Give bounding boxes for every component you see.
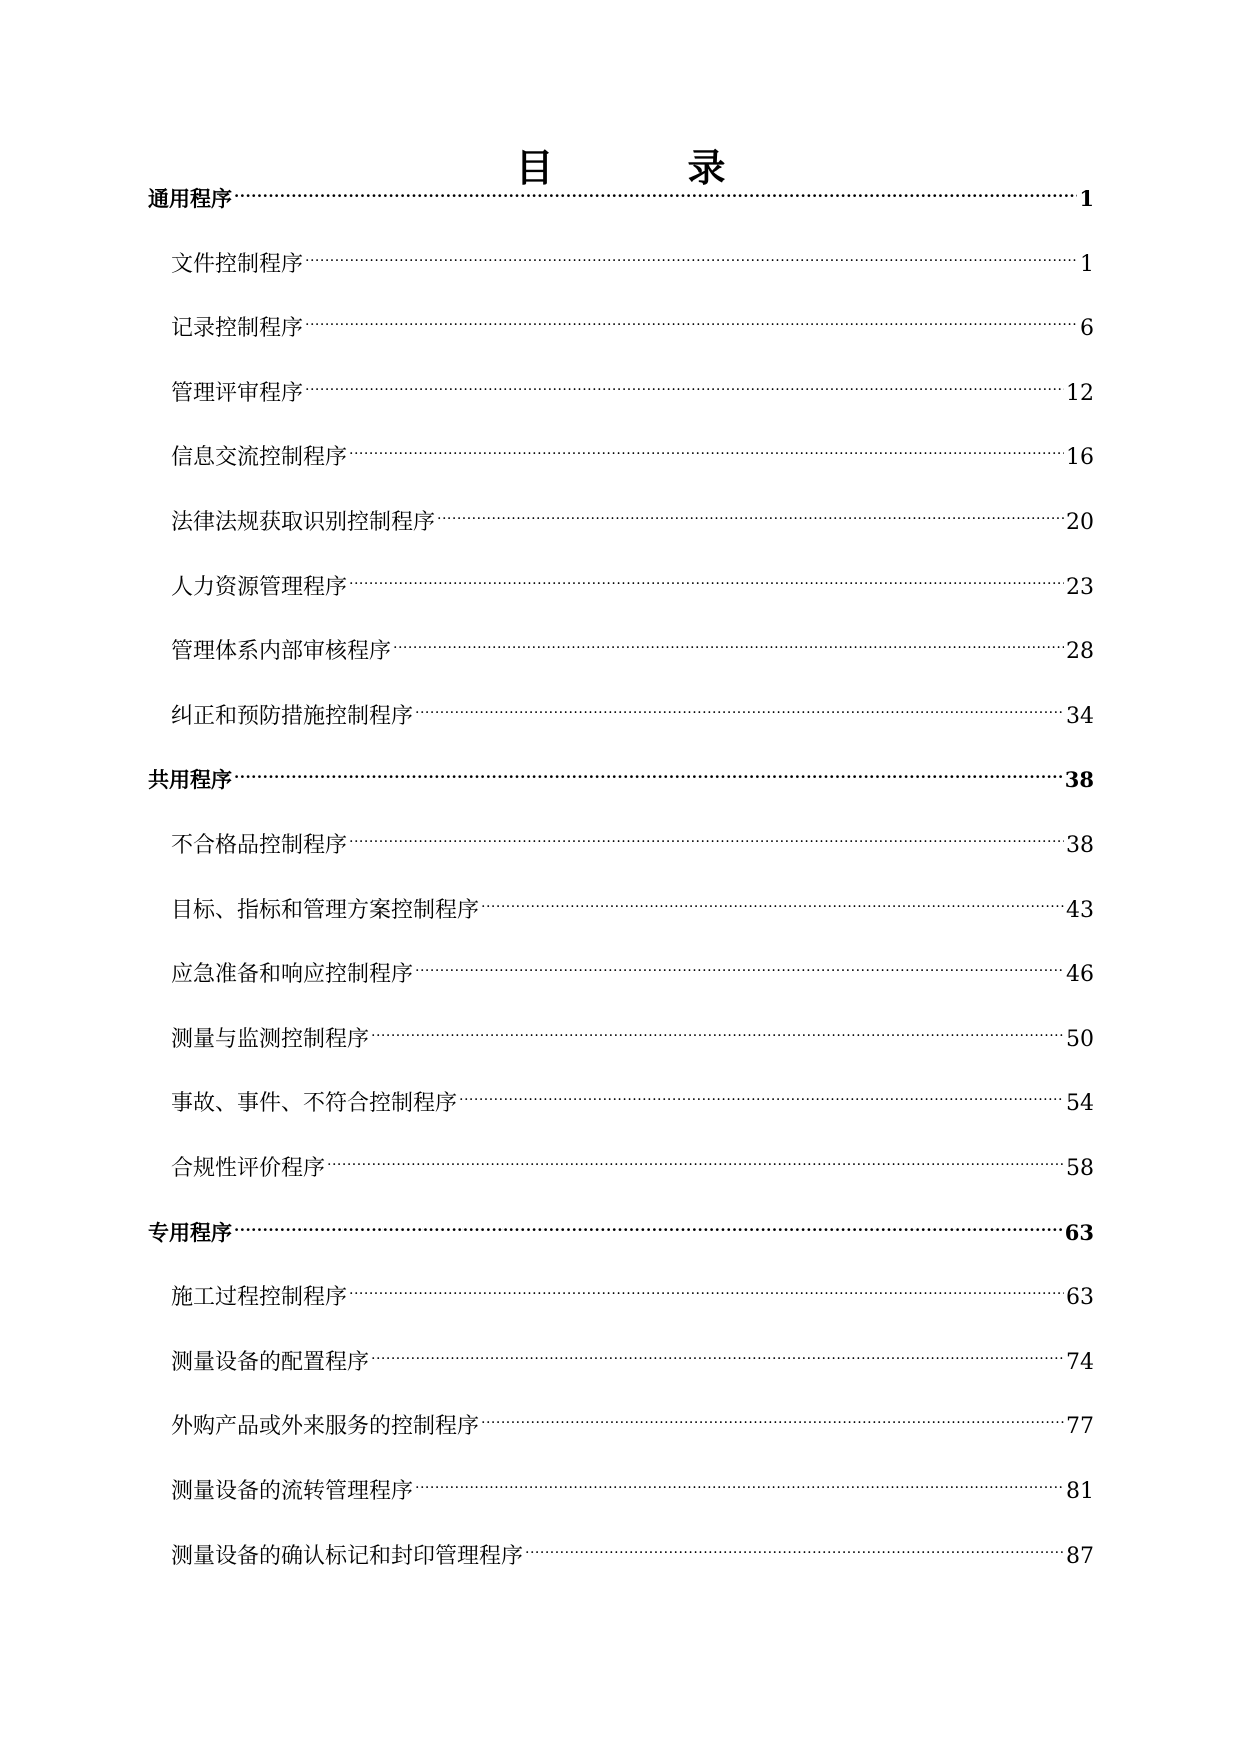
toc-entry-label: 外购产品或外来服务的控制程序 [171,1414,480,1440]
toc-entry-label: 专用程序 [148,1219,232,1245]
toc-entry[interactable] [171,1264,1094,1311]
toc-dot-leader [481,1393,1064,1433]
toc-dot-leader [234,1200,1063,1240]
toc-title: 目 录 [515,145,774,190]
toc-entry-label: 目标、指标和管理方案控制程序 [171,897,480,923]
toc-entry-page-number: 1 [1080,251,1094,277]
toc-entry-page-number: 81 [1066,1479,1094,1504]
toc-entry-page-number: 77 [1066,1414,1094,1440]
toc-entry[interactable] [171,1393,1094,1440]
toc-section-entry[interactable] [148,747,1094,793]
toc-entry-label: 法律法规获取识别控制程序 [171,510,436,535]
toc-entry-page-number: 63 [1066,1285,1094,1311]
toc-section-entry[interactable] [148,166,1094,211]
toc-dot-leader [305,295,1078,335]
toc-entry-label: 测量设备的配置程序 [171,1349,370,1375]
toc-entry-page-number: 12 [1066,380,1094,406]
toc-entry[interactable] [171,1329,1094,1375]
toc-entry[interactable] [171,1135,1094,1181]
toc-dot-leader [349,1264,1064,1304]
toc-dot-leader [305,231,1078,271]
toc-entry-page-number: 28 [1066,639,1094,665]
toc-entry-page-number: 50 [1066,1026,1094,1052]
toc-entry-page-number: 58 [1066,1156,1094,1181]
toc-entry-label: 记录控制程序 [171,316,304,342]
toc-entry-page-number: 38 [1066,833,1094,858]
toc-entry-page-number: 20 [1066,510,1094,535]
toc-entry[interactable] [171,1070,1094,1117]
toc-entry-label: 应急准备和响应控制程序 [171,962,414,988]
toc-entry-label: 施工过程控制程序 [171,1285,348,1311]
toc-entry[interactable] [171,877,1094,923]
toc-entry[interactable] [171,1006,1094,1052]
toc-entry-label: 合规性评价程序 [171,1156,326,1181]
toc-dot-leader [234,747,1063,787]
toc-dot-leader [349,424,1064,464]
toc-dot-leader [371,1329,1064,1369]
toc-entry[interactable] [171,360,1094,406]
toc-entry[interactable] [171,618,1094,665]
toc-dot-leader [415,941,1064,981]
toc-entry-page-number: 54 [1066,1091,1094,1117]
toc-entry[interactable] [171,489,1094,535]
toc-entry-label: 纠正和预防措施控制程序 [171,703,414,729]
toc-dot-leader [415,1458,1064,1498]
toc-entry-label: 测量设备的确认标记和封印管理程序 [171,1543,524,1569]
toc-dot-leader [415,683,1064,723]
toc-entry[interactable] [171,554,1094,600]
toc-entry[interactable] [171,424,1094,471]
toc-entry-label: 事故、事件、不符合控制程序 [171,1091,458,1117]
toc-dot-leader [393,618,1064,658]
toc-entry-page-number: 43 [1066,897,1094,923]
toc-entry-label: 信息交流控制程序 [171,445,348,471]
toc-entry-page-number: 87 [1066,1543,1094,1569]
toc-entry-page-number: 16 [1066,445,1094,471]
toc-entry-page-number: 34 [1066,703,1094,729]
toc-entry[interactable] [171,1458,1094,1504]
toc-dot-leader [525,1523,1064,1563]
toc-dot-leader [481,877,1064,917]
toc-dot-leader [234,166,1077,206]
toc-entry[interactable] [171,683,1094,729]
toc-entry-page-number: 74 [1066,1349,1094,1375]
toc-entry-label: 测量设备的流转管理程序 [171,1479,414,1504]
toc-entry-label: 不合格品控制程序 [171,833,348,858]
toc-dot-leader [437,489,1064,529]
toc-dot-leader [305,360,1064,400]
toc-entry-page-number: 1 [1079,186,1094,211]
toc-dot-leader [327,1135,1064,1175]
toc-entry[interactable] [171,941,1094,988]
toc-entry-page-number: 46 [1066,962,1094,988]
toc-entry-page-number: 6 [1080,316,1094,342]
toc-entry-page-number: 23 [1066,574,1094,600]
toc-entry-page-number: 38 [1064,767,1094,793]
toc-entry-label: 文件控制程序 [171,251,304,277]
toc-dot-leader [349,812,1064,852]
toc-entry-label: 人力资源管理程序 [171,574,348,600]
toc-entry-page-number: 63 [1064,1219,1094,1245]
toc-entry-label: 共用程序 [148,767,232,793]
toc-dot-leader [459,1070,1064,1110]
toc-entry-label: 管理评审程序 [171,380,304,406]
toc-entry-label: 测量与监测控制程序 [171,1026,370,1052]
toc-entry-label: 通用程序 [148,186,232,211]
toc-dot-leader [349,554,1064,594]
toc-entry[interactable] [171,231,1094,277]
toc-section-entry[interactable] [148,1200,1094,1245]
toc-entry[interactable] [171,295,1094,342]
toc-entry[interactable] [171,812,1094,858]
toc-dot-leader [371,1006,1064,1046]
toc-entry[interactable] [171,1523,1094,1569]
toc-entry-label: 管理体系内部审核程序 [171,639,392,665]
